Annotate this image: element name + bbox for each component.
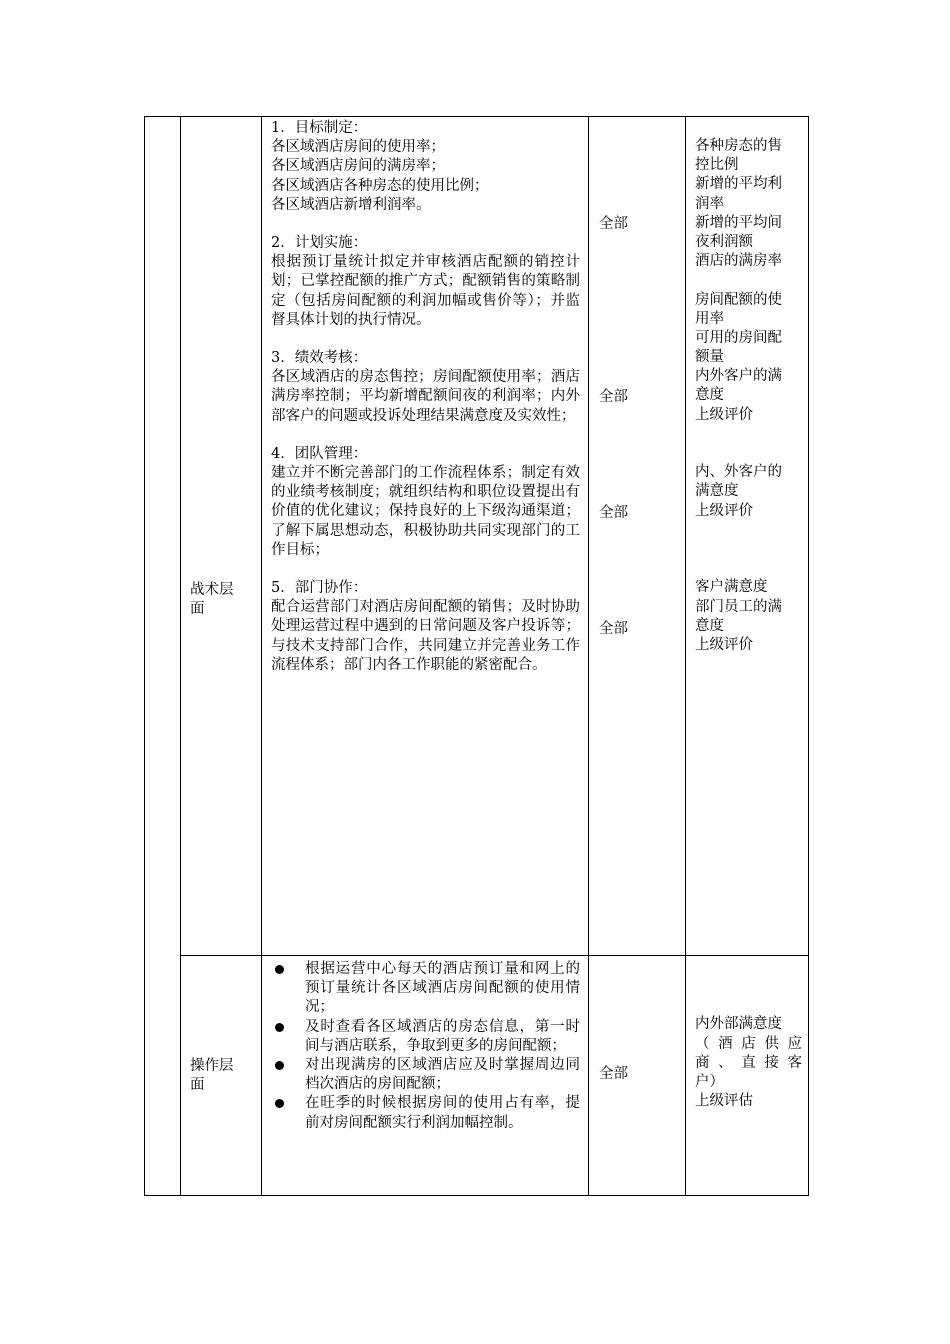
operational-level-cell [181, 956, 262, 1196]
tactical-level-label: 战术层面 [190, 582, 234, 617]
kpi-line: 可用的房间配 [695, 329, 782, 346]
tactical-kpi-cell [686, 117, 809, 956]
section-line: 各区域酒店各种房态的使用比例； [271, 177, 489, 194]
tactical-row [145, 117, 809, 956]
bullet-dot-icon [275, 1099, 284, 1108]
operational-bullet-list [271, 960, 580, 1133]
operational-row [145, 956, 809, 1196]
section-line: 各区域酒店房间的满房率； [271, 158, 445, 175]
kpi-line: 控比例 [695, 157, 739, 174]
operational-content-cell [262, 956, 589, 1196]
kpi-line [695, 559, 802, 578]
bullet-item: 在旺季的时候根据房间的使用占有率，提前对房间配额实行利润加幅控制。 [271, 1094, 580, 1132]
operational-kpi-cell [686, 956, 809, 1196]
kpi-line: 新增的平均间 [695, 214, 782, 231]
bullet-dot-icon [275, 1061, 284, 1070]
section-text: 配合运营部门对酒店房间配额的销售；及时协助处理运营过程中遇到的日常问题及客户投诉等；与技术支持部门合作，共同建立并完善业务工作流程体系；部门内各工作职能的紧密配合。 [271, 599, 580, 673]
kpi-line: 客户满意度 [695, 579, 768, 596]
kpi-list [695, 137, 802, 655]
kpi-line: 意度 [695, 387, 724, 404]
kpi-line: 上级评估 [695, 1093, 753, 1110]
section-line: 各区域酒店房间的使用率； [271, 139, 445, 156]
tactical-scope-cell [589, 117, 686, 956]
kpi-line: 内、外客户的 [695, 464, 782, 481]
kpi-line: 新增的平均利 [695, 176, 782, 193]
kpi-line: 用率 [695, 310, 724, 327]
kpi-line: 上级评价 [695, 502, 753, 519]
kpi-line: 夜利润额 [695, 233, 753, 250]
kpi-line: 各种房态的售 [695, 138, 782, 154]
bullet-item: 对出现满房的区域酒店应及时掌握周边同档次酒店的房间配额； [271, 1056, 580, 1094]
section-heading: 2．计划实施： [271, 235, 368, 252]
kpi-line: 内外部满意度 [695, 1016, 782, 1033]
kpi-line: 商、直接客 [695, 1054, 802, 1071]
merged-left-cell [145, 117, 181, 1196]
kpi-line: 润率 [695, 195, 724, 212]
section-plan [271, 234, 580, 330]
section-performance [271, 349, 580, 426]
kpi-line: 户） [695, 1074, 724, 1091]
section-heading: 4．团队管理： [271, 445, 368, 462]
kpi-line: 上级评价 [695, 406, 753, 423]
tactical-level-cell [181, 117, 262, 956]
section-heading: 3．绩效考核： [271, 350, 368, 367]
kpi-line [695, 271, 802, 290]
section-text: 根据预订量统计拟定并审核酒店配额的销控计划；已掌控配额的推广方式；配额销售的策略制定（包括房间配额的利润加幅或售价等）；并监督具体计划的执行情况。 [271, 254, 580, 328]
kpi-line [695, 444, 802, 463]
kpi-line: 额量 [695, 349, 724, 366]
kpi-line: 部门员工的满 [695, 598, 782, 615]
kpi-line [695, 540, 802, 559]
kpi-line [695, 425, 802, 444]
kpi-line: 满意度 [695, 483, 739, 500]
operational-scope-cell [589, 956, 686, 1196]
kpi-line: （酒店供应 [695, 1035, 802, 1052]
scope-label: 全部 [599, 216, 628, 232]
section-text: 建立并不断完善部门的工作流程体系；制定有效的业绩考核制度；就组织结构和职位设置提出有价值的优化建议；保持良好的上下级沟通渠道；了解下属思想动态，积极协助共同实现部门的工作目标； [271, 465, 580, 558]
responsibility-table [144, 116, 809, 1196]
kpi-line [695, 521, 802, 540]
scope-label: 全部 [599, 1065, 628, 1082]
bullet-item: 根据运营中心每天的酒店预订量和网上的预订量统计各区域酒店房间配额的使用情况； [271, 960, 580, 1018]
kpi-line: 酒店的满房率 [695, 253, 782, 270]
scope-label: 全部 [599, 389, 628, 405]
bullet-dot-icon [275, 965, 284, 974]
tactical-content-cell [262, 117, 589, 956]
scope-label: 全部 [599, 505, 628, 521]
section-collab [271, 579, 580, 675]
section-line: 各区域酒店新增利润率。 [271, 196, 431, 213]
section-heading: 1．目标制定： [271, 120, 368, 136]
kpi-line: 内外客户的满 [695, 368, 782, 385]
operational-level-label: 操作层面 [190, 1057, 234, 1093]
kpi-line: 意度 [695, 617, 724, 634]
section-team [271, 445, 580, 560]
section-text: 各区域酒店的房态售控；房间配额使用率；酒店满房率控制；平均新增配额间夜的利润率；内外部客户的问题或投诉处理结果满意度及实效性； [271, 369, 580, 424]
section-heading: 5．部门协作： [271, 580, 368, 597]
kpi-line: 房间配额的使 [695, 291, 782, 308]
bullet-item: 及时查看各区域酒店的房态信息，第一时间与酒店联系，争取到更多的房间配额； [271, 1018, 580, 1056]
bullet-dot-icon [275, 1023, 284, 1032]
section-goal [271, 119, 580, 215]
scope-label: 全部 [599, 621, 628, 637]
kpi-line: 上级评价 [695, 636, 753, 653]
